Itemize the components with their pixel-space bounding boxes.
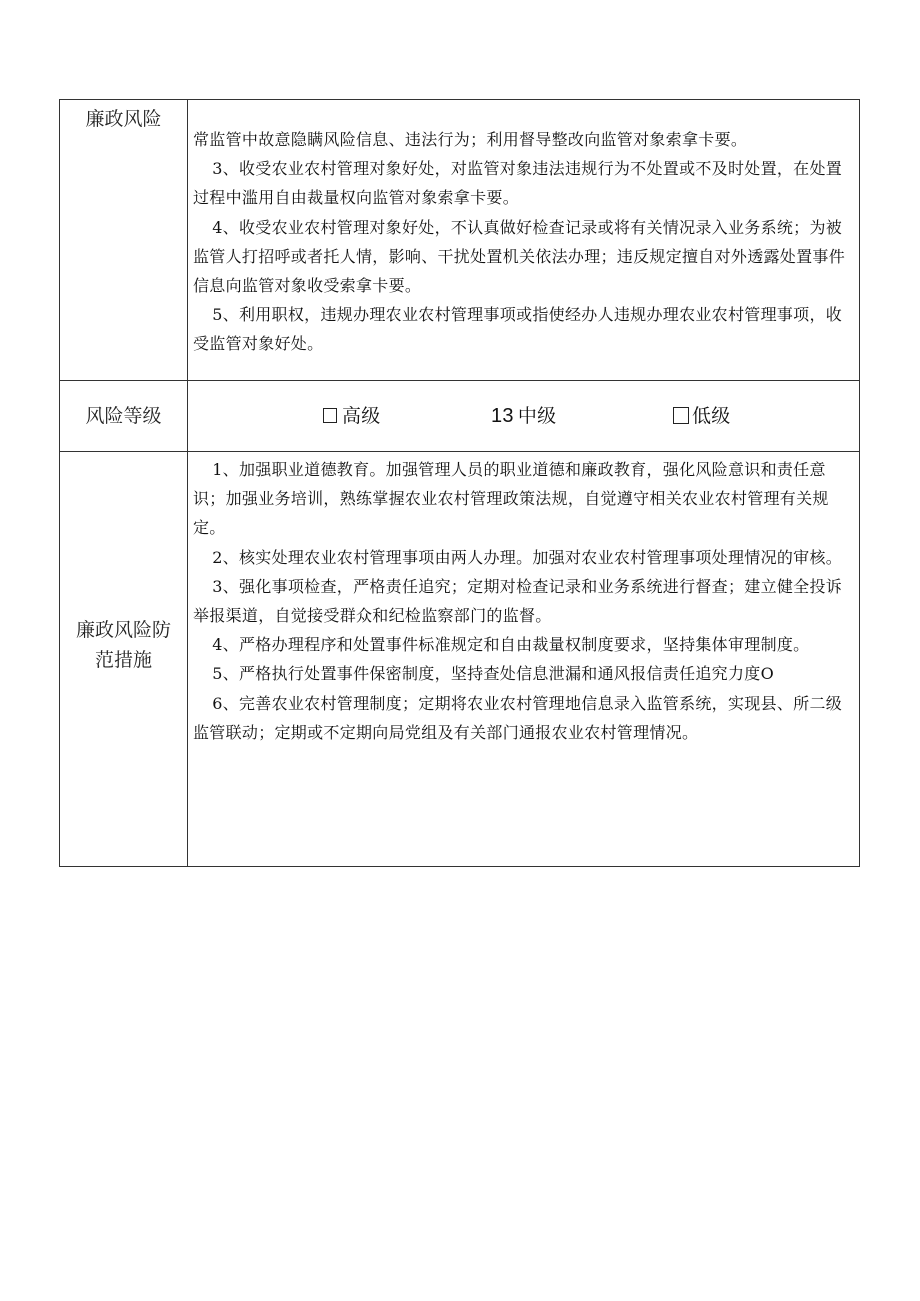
table-row-risk-level [60, 381, 860, 452]
row-label-line: 廉政风险防 [75, 619, 171, 641]
level-option-high [323, 402, 381, 431]
level-option-label: 中级 [517, 405, 557, 427]
measure-paragraph: 4、严格办理程序和处置事件标准规定和自由裁量权制度要求，坚持集体审理制度。 [212, 635, 810, 655]
measure-paragraph: 6、完善农业农村管理制度；定期将农业农村管理地信息录入监管系统，实现县、所二级监管联动；定期或不定期向局党组及有关部门通报农业农村管理情况。 [193, 693, 843, 742]
table-row-prevention-measures [60, 452, 860, 867]
prevention-measures-content [188, 452, 860, 867]
row-label-prevention-measures [60, 452, 188, 867]
empty-checkbox-icon [673, 407, 689, 424]
table-row-integrity-risk [60, 100, 860, 381]
page-blank-area [0, 870, 920, 1301]
level-mark: 13 [491, 405, 514, 427]
row-label-risk-level [60, 381, 188, 452]
risk-level-options [188, 381, 860, 452]
risk-table [59, 99, 860, 867]
row-label-text: 风险等级 [85, 405, 162, 427]
measure-paragraph: 3、强化事项检查，严格责任追究；定期对检查记录和业务系统进行督查；建立健全投诉举报渠道，自觉接受群众和纪检监察部门的监督。 [193, 576, 843, 626]
risk-paragraph: 5、利用职权，违规办理农业农村管理事项或指使经办人违规办理农业农村管理事项，收受监管对象好处。 [193, 305, 843, 354]
level-option-low [673, 402, 731, 431]
level-option-label: 高级 [342, 405, 381, 427]
measure-paragraph: 5、严格执行处置事件保密制度，坚持查处信息泄漏和通风报信责任追究力度O [212, 664, 774, 684]
level-option-label: 低级 [692, 405, 731, 427]
level-option-mid [491, 402, 556, 431]
row-label-line: 范措施 [94, 649, 152, 671]
risk-paragraph: 常监管中故意隐瞒风险信息、违法行为；利用督导整改向监管对象索拿卡要。 [193, 130, 748, 149]
integrity-risk-content [188, 100, 860, 381]
risk-paragraph: 3、收受农业农村管理对象好处，对监管对象违法违规行为不处置或不及时处置，在处置过程中滥用自由裁量权向监管对象索拿卡要。 [193, 159, 843, 208]
risk-level-group [193, 381, 851, 451]
measure-paragraph: 1、加强职业道德教育。加强管理人员的职业道德和廉政教育，强化风险意识和责任意识；加强业务培训，熟练掌握农业农村管理政策法规，自觉遵守相关农业农村管理有关规定。 [193, 460, 829, 538]
empty-checkbox-icon [323, 408, 337, 423]
measure-paragraph: 2、核实处理农业农村管理事项由两人办理。加强对农业农村管理事项处理情况的审核。 [212, 547, 843, 567]
risk-paragraph: 4、收受农业农村管理对象好处，不认真做好检查记录或将有关情况录入业务系统；为被监管人打招呼或者托人情，影响、干扰处置机关依法办理；违反规定擅自对外透露处置事件信息向监管对象收受索拿卡要。 [193, 217, 846, 296]
row-label-integrity-risk [60, 100, 188, 381]
row-label-text: 廉政风险 [85, 108, 162, 130]
